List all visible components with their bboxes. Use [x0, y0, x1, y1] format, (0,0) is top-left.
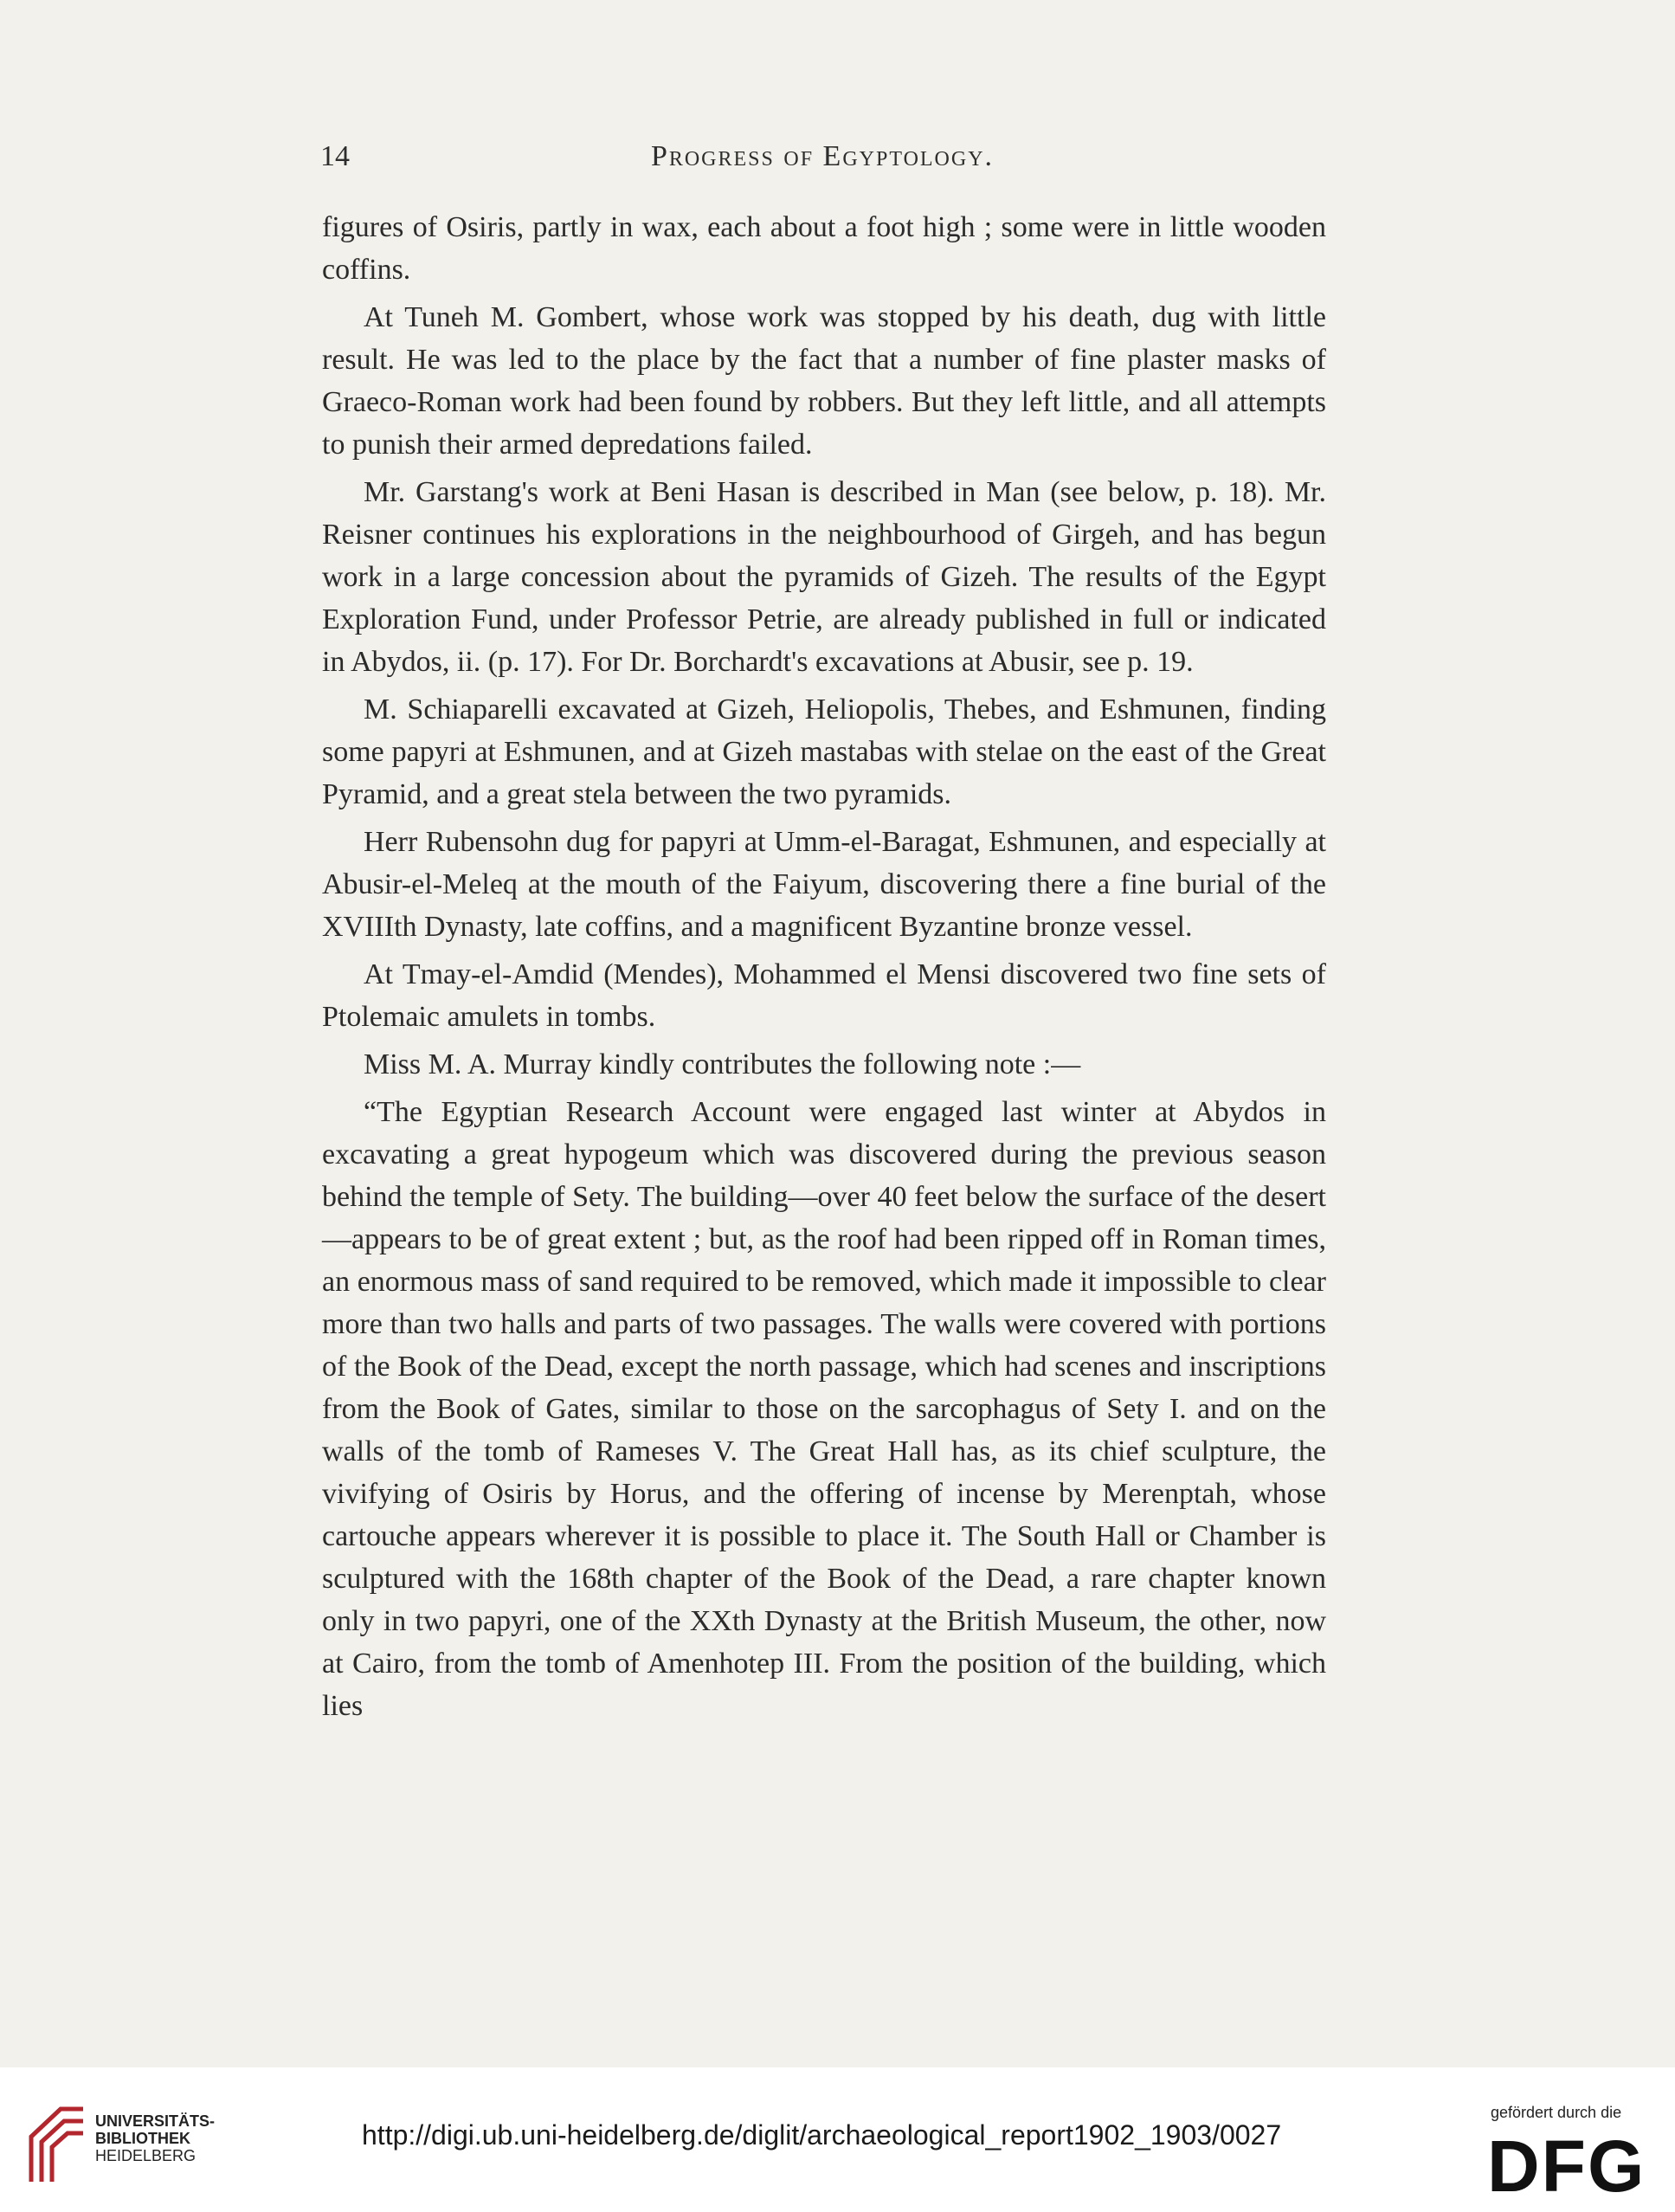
library-name-line: UNIVERSITÄTS- [95, 2112, 216, 2130]
permalink-url[interactable]: http://digi.ub.uni-heidelberg.de/diglit/archaeological_report1902_1903/0027 [362, 2119, 1282, 2151]
paragraph: Miss M. A. Murray kindly contributes the following note :— [364, 1048, 1081, 1080]
paragraph: At Tuneh M. Gombert, whose work was stopped by his death, dug with little result. He was led to the place by the fact that a number of fine plaster masks of Graeco-Roman work had been found by robbers. But they left little, and all attempts to punish their armed depredations failed. [322, 301, 1326, 461]
dfg-logo: DFG [1487, 2125, 1646, 2207]
heidelberg-library-logo-icon [26, 2102, 88, 2184]
paragraph: At Tmay-el-Amdid (Mendes), Mohammed el Mensi discovered two fine sets of Ptolemaic amulets in tombs. [322, 958, 1326, 1033]
paragraph: figures of Osiris, partly in wax, each about a foot high ; some were in little wooden coffins. [322, 211, 1326, 286]
paragraph: Mr. Garstang's work at Beni Hasan is described in Man (see below, p. 18). Mr. Reisner continues his explorations in the neighbourhood of Girgeh, and has begun work in a large concession about the pyramids of Gizeh. The results of the Egypt Exploration Fund, under Professor Petrie, are already published in full or indicated in Abydos, ii. (p. 17). For Dr. Borchardt's excavations at Abusir, see p. 19. [322, 476, 1326, 678]
library-name [95, 2112, 215, 2164]
body-text [322, 206, 1326, 1732]
footer-bar [0, 2067, 1675, 2212]
library-name-line: BIBLIOTHEK [95, 2130, 190, 2147]
library-name-line: HEIDELBERG [95, 2147, 196, 2164]
page-header [320, 140, 1324, 184]
paragraph: M. Schiaparelli excavated at Gizeh, Heliopolis, Thebes, and Eshmunen, finding some papyri at Eshmunen, and at Gizeh mastabas with stelae on the east of the Great Pyramid, and a great stela between the two pyramids. [322, 693, 1326, 810]
paragraph: Herr Rubensohn dug for papyri at Umm-el-Baragat, Eshmunen, and especially at Abusir-el-Meleq at the mouth of the Faiyum, discovering there a fine burial of the XVIIIth Dynasty, late coffins, and a magnificent Byzantine bronze vessel. [322, 826, 1326, 943]
running-title: Progress of Egyptology. [650, 140, 995, 172]
funding-note: gefördert durch die [1491, 2104, 1622, 2121]
paragraph: “The Egyptian Research Account were engaged last winter at Abydos in excavating a great hypogeum which was discovered during the previous season behind the temple of Sety. The building—over 40 feet below the surface of the desert—appears to be of great extent ; but, as the roof had been ripped off in Roman times, an enormous mass of sand required to be removed, which made it impossible to clear more than two halls and parts of two passages. The walls were covered with portions of the Book of the Dead, except the north passage, which had scenes and inscriptions from the Book of Gates, similar to those on the sarcophagus of Sety I. and on the walls of the tomb of Rameses V. The Great Hall has, as its chief sculpture, the vivifying of Osiris by Horus, and the offering of incense by Merenptah, whose cartouche appears wherever it is possible to place it. The South Hall or Chamber is sculptured with the 168th chapter of the Book of the Dead, a rare chapter known only in two papyri, one of the XXth Dynasty at the British Museum, the other, now at Cairo, from the tomb of Amenhotep III. From the position of the building, which lies [322, 1096, 1326, 1722]
page-number: 14 [320, 140, 350, 172]
